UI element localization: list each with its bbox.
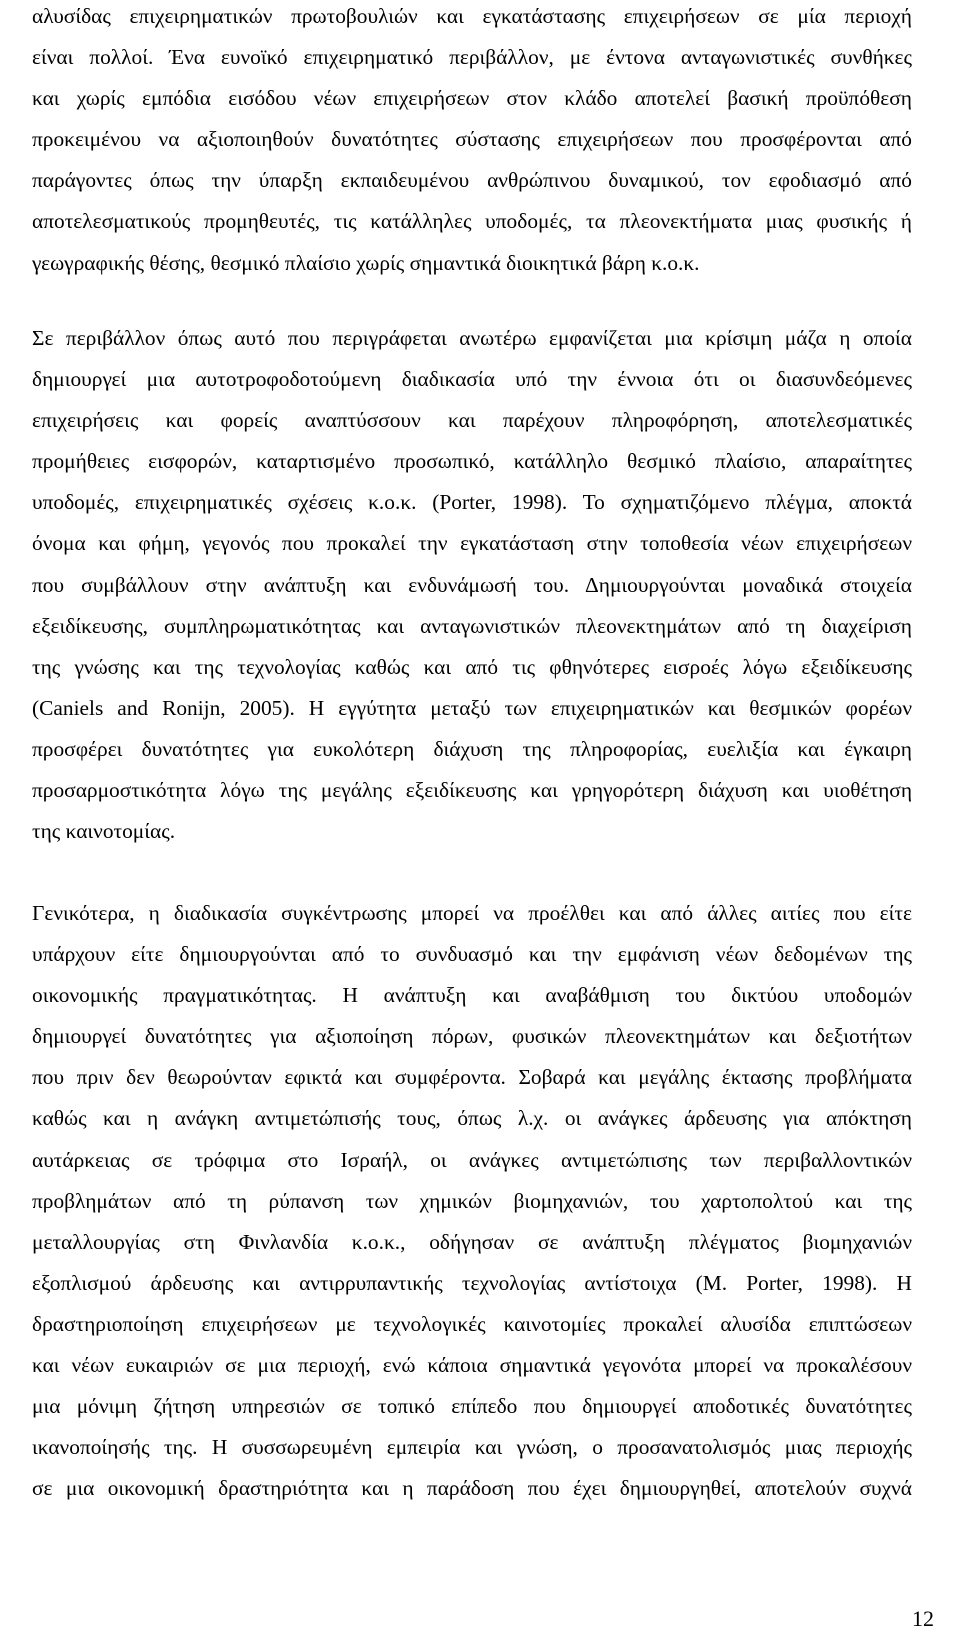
text-line: προκειμένου να αξιοποιηθούν δυνατότητες σύστασης επιχειρήσεων που προσφέρονται από: [32, 127, 912, 152]
text-line: υποδομές, επιχειρηματικές σχέσεις κ.ο.κ. (Porter, 1998). Το σχηματιζόμενο πλέγμα, αποκτά: [32, 490, 912, 515]
paragraph-1: [32, 0, 912, 284]
text-line: προμήθειες εισφορών, καταρτισμένο προσωπικό, κατάλληλο θεσμικό πλαίσιο, απαραίτητες: [32, 449, 912, 474]
text-line: Σε περιβάλλον όπως αυτό που περιγράφεται ανωτέρω εμφανίζεται μια κρίσιμη μάζα η οποία: [32, 326, 912, 350]
text-line: δημιουργεί δυνατότητες για αξιοποίηση πόρων, φυσικών πλεονεκτημάτων και δεξιοτήτων: [32, 1024, 912, 1049]
text-line: δημιουργεί μια αυτοτροφοδοτούμενη διαδικασία υπό την έννοια ότι οι διασυνδεόμενες: [32, 367, 912, 392]
text-line: εξειδίκευσης, συμπληρωματικότητας και ανταγωνιστικών πλεονεκτημάτων από τη διαχείριση: [32, 613, 912, 638]
text-line: και χωρίς εμπόδια εισόδου νέων επιχειρήσεων στον κλάδο αποτελεί βασική προϋπόθεση: [32, 86, 912, 111]
text-line: καθώς και η ανάγκη αντιμετώπισής τους, όπως λ.χ. οι ανάγκες άρδευσης για απόκτηση: [32, 1106, 912, 1131]
text-line: αυτάρκειας σε τρόφιμα στο Ισραήλ, οι ανάγκες αντιμετώπισης των περιβαλλοντικών: [32, 1147, 912, 1172]
text-line: ικανοποίησής της. Η συσσωρευμένη εμπειρία και γνώση, ο προσανατολισμός μιας περιοχής: [32, 1435, 912, 1460]
text-line: που πριν δεν θεωρούνταν εφικτά και συμφέροντα. Σοβαρά και μεγάλης έκτασης προβλήματα: [32, 1065, 912, 1090]
text-line: προβλημάτων από τη ρύπανση των χημικών βιομηχανιών, του χαρτοπολτού και της: [32, 1188, 912, 1213]
text-line: Γενικότερα, η διαδικασία συγκέντρωσης μπορεί να προέλθει και από άλλες αιτίες που είτε: [32, 901, 912, 925]
text-line: προσφέρει δυνατότητες για ευκολότερη διάχυση της πληροφορίας, ευελιξία και έγκαιρη: [32, 736, 912, 761]
text-line: παράγοντες όπως την ύπαρξη εκπαιδευμένου ανθρώπινου δυναμικού, τον εφοδιασμό από: [32, 168, 912, 193]
text-line: μεταλλουργίας στη Φινλανδία κ.ο.κ., οδήγησαν σε ανάπτυξη πλέγματος βιομηχανιών: [32, 1229, 912, 1254]
page-number: 12: [912, 1606, 934, 1631]
text-line: είναι πολλοί. Ένα ευνοϊκό επιχειρηματικό περιβάλλον, με έντονα ανταγωνιστικές συνθήκες: [32, 45, 912, 70]
text-line: της γνώσης και της τεχνολογίας καθώς και από τις φθηνότερες εισροές λόγω εξειδίκευσης: [32, 654, 912, 679]
text-line: σε μια οικονομική δραστηριότητα και η παράδοση που έχει δημιουργηθεί, αποτελούν συχνά: [32, 1476, 912, 1501]
text-line: προσαρμοστικότητα λόγω της μεγάλης εξειδίκευσης και γρηγορότερη διάχυση και υιοθέτηση: [32, 778, 912, 803]
text-line: όνομα και φήμη, γεγονός που προκαλεί την εγκατάσταση στην τοποθεσία νέων επιχειρήσεων: [32, 531, 912, 556]
text-line: της καινοτομίας.: [32, 819, 176, 844]
paragraph-3: [32, 893, 912, 1509]
text-line: (Caniels and Ronijn, 2005). Η εγγύτητα μεταξύ των επιχειρηματικών και θεσμικών φορέων: [32, 695, 912, 720]
text-line: και νέων ευκαιριών σε μια περιοχή, ενώ κάποια σημαντικά γεγονότα μπορεί να προκαλέσουν: [32, 1353, 912, 1378]
text-line: επιχειρήσεις και φορείς αναπτύσσουν και παρέχουν πληροφόρηση, αποτελεσματικές: [32, 408, 912, 433]
text-line: αποτελεσματικούς προμηθευτές, τις κατάλληλες υποδομές, τα πλεονεκτήματα μιας φυσικής ή: [32, 209, 912, 234]
text-line: δραστηριοποίηση επιχειρήσεων με τεχνολογικές καινοτομίες προκαλεί αλυσίδα επιπτώσεων: [32, 1311, 912, 1336]
text-line: υπάρχουν είτε δημιουργούνται από το συνδυασμό και την εμφάνιση νέων δεδομένων της: [32, 942, 912, 967]
text-line: αλυσίδας επιχειρηματικών πρωτοβουλιών και εγκατάστασης επιχειρήσεων σε μία περιοχή: [32, 4, 912, 28]
paragraph-2: [32, 318, 912, 852]
text-line: εξοπλισμού άρδευσης και αντιρρυπαντικής τεχνολογίας αντίστοιχα (M. Porter, 1998). Η: [32, 1270, 912, 1295]
text-line: μια μόνιμη ζήτηση υπηρεσιών σε τοπικό επίπεδο που δημιουργεί αποδοτικές δυνατότητες: [32, 1394, 912, 1419]
text-line: που συμβάλλουν στην ανάπτυξη και ενδυνάμωσή του. Δημιουργούνται μοναδικά στοιχεία: [32, 572, 912, 597]
text-line: γεωγραφικής θέσης, θεσμικό πλαίσιο χωρίς σημαντικά διοικητικά βάρη κ.ο.κ.: [32, 250, 700, 275]
text-line: οικονομικής πραγματικότητας. Η ανάπτυξη και αναβάθμιση του δικτύου υποδομών: [32, 983, 912, 1008]
